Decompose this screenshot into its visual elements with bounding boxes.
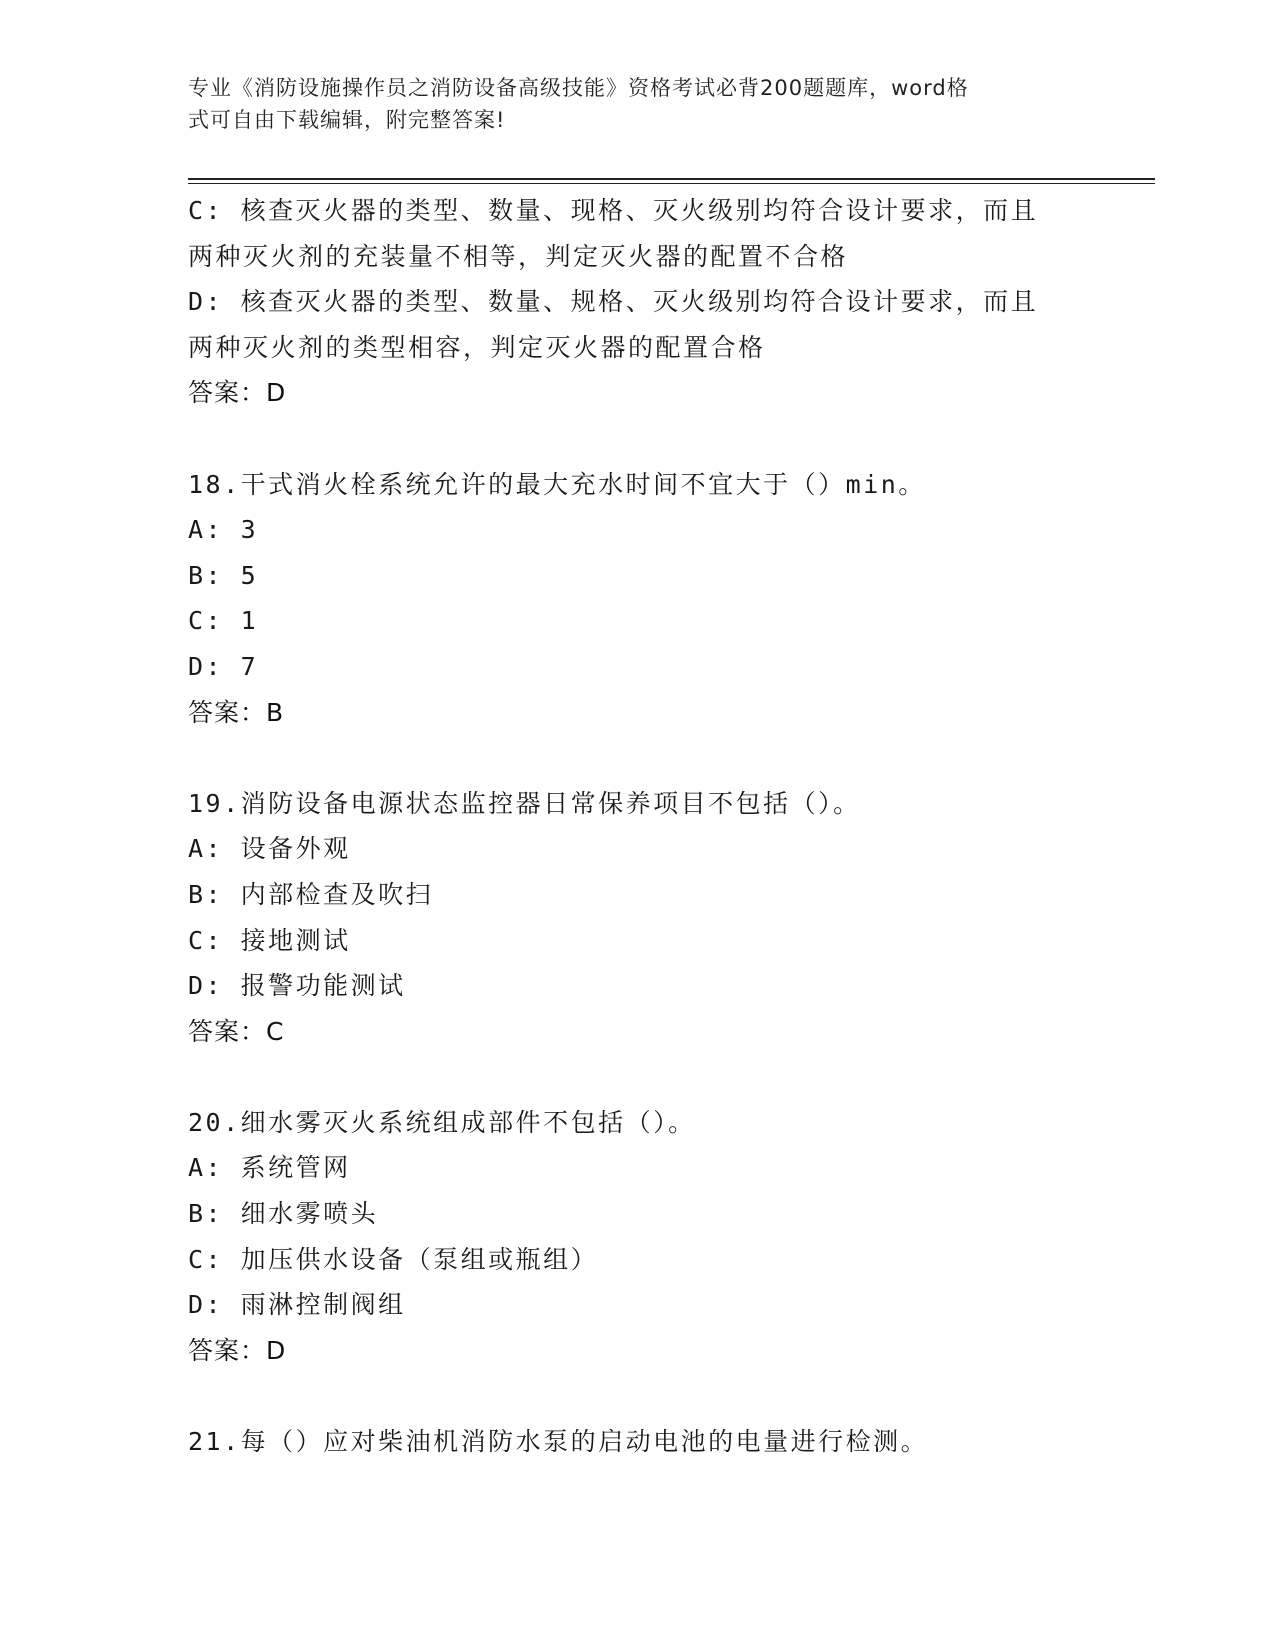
option-a: A: 3 xyxy=(188,515,259,545)
spacer xyxy=(188,1054,1088,1100)
document-header xyxy=(188,72,1068,136)
question-stem: 20.细水雾灭火系统组成部件不包括（）。 xyxy=(188,1107,696,1137)
spacer xyxy=(188,735,1088,781)
option-d: D: 7 xyxy=(188,651,259,681)
header-divider-thin xyxy=(188,183,1155,184)
option-b: B: 细水雾喷头 xyxy=(188,1199,379,1229)
option-d: D: 报警功能测试 xyxy=(188,971,406,1001)
header-title-line-1: 专业《消防设施操作员之消防设备高级技能》资格考试必背200题题库，word格 xyxy=(188,76,969,100)
question-stem: 18.干式消火栓系统允许的最大充水时间不宜大于（）min。 xyxy=(188,469,926,499)
option-c: C: 1 xyxy=(188,606,259,636)
option-c-line-2: 两种灭火剂的充装量不相等，判定灭火器的配置不合格 xyxy=(188,241,849,271)
spacer xyxy=(188,1373,1088,1419)
question-19 xyxy=(188,781,1088,1055)
option-b: B: 内部检查及吹扫 xyxy=(188,879,434,909)
question-stem: 19.消防设备电源状态监控器日常保养项目不包括（）。 xyxy=(188,788,861,818)
question-stem: 21.每（）应对柴油机消防水泵的启动电池的电量进行检测。 xyxy=(188,1427,929,1457)
header-title-line-2: 式可自由下载编辑，附完整答案! xyxy=(188,108,506,132)
answer-line: 答案：D xyxy=(188,378,287,408)
answer-line: 答案：D xyxy=(188,1335,287,1365)
option-b: B: 5 xyxy=(188,560,259,590)
question-20 xyxy=(188,1100,1088,1374)
spacer xyxy=(188,416,1088,462)
option-a: A: 系统管网 xyxy=(188,1153,351,1183)
header-divider-thick xyxy=(188,178,1155,180)
option-a: A: 设备外观 xyxy=(188,834,351,864)
option-c-line-1: C: 核查灭火器的类型、数量、现格、灭火级别均符合设计要求，而且 xyxy=(188,196,1039,225)
answer-line: 答案：C xyxy=(188,1016,285,1046)
option-d-line-1: D: 核查灭火器的类型、数量、规格、灭火级别均符合设计要求，而且 xyxy=(188,287,1039,317)
partial-question-17 xyxy=(188,188,1088,416)
option-d: D: 雨淋控制阀组 xyxy=(188,1290,406,1320)
answer-line: 答案：B xyxy=(188,697,285,727)
question-21 xyxy=(188,1419,1088,1465)
option-c: C: 加压供水设备（泵组或瓶组） xyxy=(188,1244,599,1274)
option-c: C: 接地测试 xyxy=(188,925,351,955)
document-body xyxy=(188,188,1088,1465)
option-d-line-2: 两种灭火剂的类型相容，判定灭火器的配置合格 xyxy=(188,332,766,362)
question-18 xyxy=(188,462,1088,736)
